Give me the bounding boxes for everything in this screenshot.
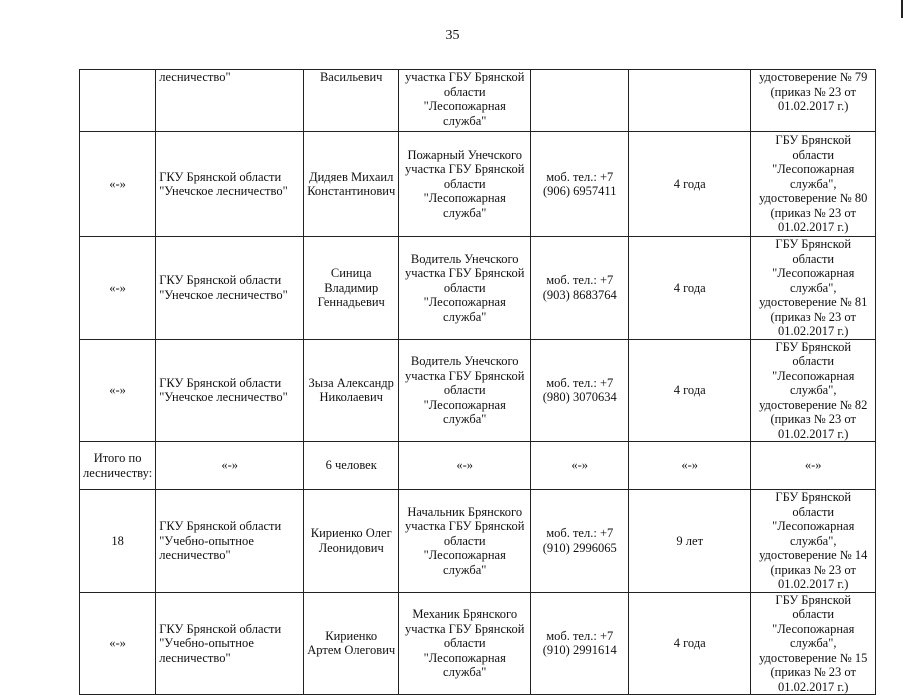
cell-certificate: ГБУ Брянской области "Лесопожарная служба", удостоверение № 14 (приказ № 23 от 01.02.2017 г.) — [751, 490, 876, 593]
staff-table — [79, 69, 876, 695]
cell-position: Пожарный Унечского участка ГБУ Брянской области "Лесопожарная служба" — [399, 132, 531, 237]
cell-total-label: Итого по лесничеству: — [80, 442, 156, 490]
cell-experience: 4 года — [629, 592, 751, 695]
cell-organization: ГКУ Брянской области "Учебно-опытное лесничество" — [156, 490, 304, 593]
scan-edge-mark — [901, 0, 903, 18]
cell-organization: ГКУ Брянской области "Унечское лесничество" — [156, 132, 304, 237]
cell-full-name: Кириенко Олег Леонидович — [304, 490, 399, 593]
cell-organization: лесничество" — [156, 70, 304, 132]
cell-position: «-» — [399, 442, 531, 490]
cell-certificate: ГБУ Брянской области "Лесопожарная служба", удостоверение № 80 (приказ № 23 от 01.02.2017 г.) — [751, 132, 876, 237]
cell-phone: моб. тел.: +7 (910) 2996065 — [531, 490, 629, 593]
cell-certificate: ГБУ Брянской области "Лесопожарная служба", удостоверение № 81 (приказ № 23 от 01.02.2017 г.) — [751, 237, 876, 340]
cell-organization: ГКУ Брянской области "Учебно-опытное лесничество" — [156, 592, 304, 695]
table-row — [80, 339, 876, 442]
cell-number: 18 — [80, 490, 156, 593]
cell-number: «-» — [80, 237, 156, 340]
cell-full-name: Зыза Александр Николаевич — [304, 339, 399, 442]
cell-phone: «-» — [531, 442, 629, 490]
cell-number: «-» — [80, 132, 156, 237]
cell-number — [80, 70, 156, 132]
cell-experience: «-» — [629, 442, 751, 490]
cell-organization: ГКУ Брянской области "Унечское лесничество" — [156, 237, 304, 340]
cell-certificate: ГБУ Брянской области "Лесопожарная служба", удостоверение № 82 (приказ № 23 от 01.02.2017 г.) — [751, 339, 876, 442]
cell-certificate: ГБУ Брянской области "Лесопожарная служба", удостоверение № 15 (приказ № 23 от 01.02.2017 г.) — [751, 592, 876, 695]
table-row — [80, 70, 876, 132]
cell-full-name: Дидяев Михаил Константинович — [304, 132, 399, 237]
table-row — [80, 490, 876, 593]
cell-organization: «-» — [156, 442, 304, 490]
cell-position: участка ГБУ Брянской области "Лесопожарная служба" — [399, 70, 531, 132]
page-number: 35 — [445, 28, 460, 43]
cell-number: «-» — [80, 339, 156, 442]
cell-certificate: «-» — [751, 442, 876, 490]
table-row — [80, 592, 876, 695]
cell-phone — [531, 70, 629, 132]
cell-position: Механик Брянского участка ГБУ Брянской области "Лесопожарная служба" — [399, 592, 531, 695]
cell-full-name: Синица Владимир Геннадьевич — [304, 237, 399, 340]
cell-position: Водитель Унечского участка ГБУ Брянской области "Лесопожарная служба" — [399, 237, 531, 340]
cell-number: «-» — [80, 592, 156, 695]
cell-experience — [629, 70, 751, 132]
cell-phone: моб. тел.: +7 (910) 2991614 — [531, 592, 629, 695]
cell-organization: ГКУ Брянской области "Унечское лесничество" — [156, 339, 304, 442]
cell-full-name: Кириенко Артем Олегович — [304, 592, 399, 695]
cell-certificate: удостоверение № 79 (приказ № 23 от 01.02.2017 г.) — [751, 70, 876, 132]
cell-phone: моб. тел.: +7 (903) 8683764 — [531, 237, 629, 340]
cell-experience: 4 года — [629, 132, 751, 237]
cell-phone: моб. тел.: +7 (980) 3070634 — [531, 339, 629, 442]
cell-experience: 4 года — [629, 339, 751, 442]
table-row — [80, 132, 876, 237]
table-row — [80, 237, 876, 340]
cell-position: Начальник Брянского участка ГБУ Брянской области "Лесопожарная служба" — [399, 490, 531, 593]
cell-staff-count: 6 человек — [304, 442, 399, 490]
table-row-total — [80, 442, 876, 490]
cell-full-name: Васильевич — [304, 70, 399, 132]
cell-experience: 4 года — [629, 237, 751, 340]
cell-position: Водитель Унечского участка ГБУ Брянской области "Лесопожарная служба" — [399, 339, 531, 442]
cell-phone: моб. тел.: +7 (906) 6957411 — [531, 132, 629, 237]
cell-experience: 9 лет — [629, 490, 751, 593]
